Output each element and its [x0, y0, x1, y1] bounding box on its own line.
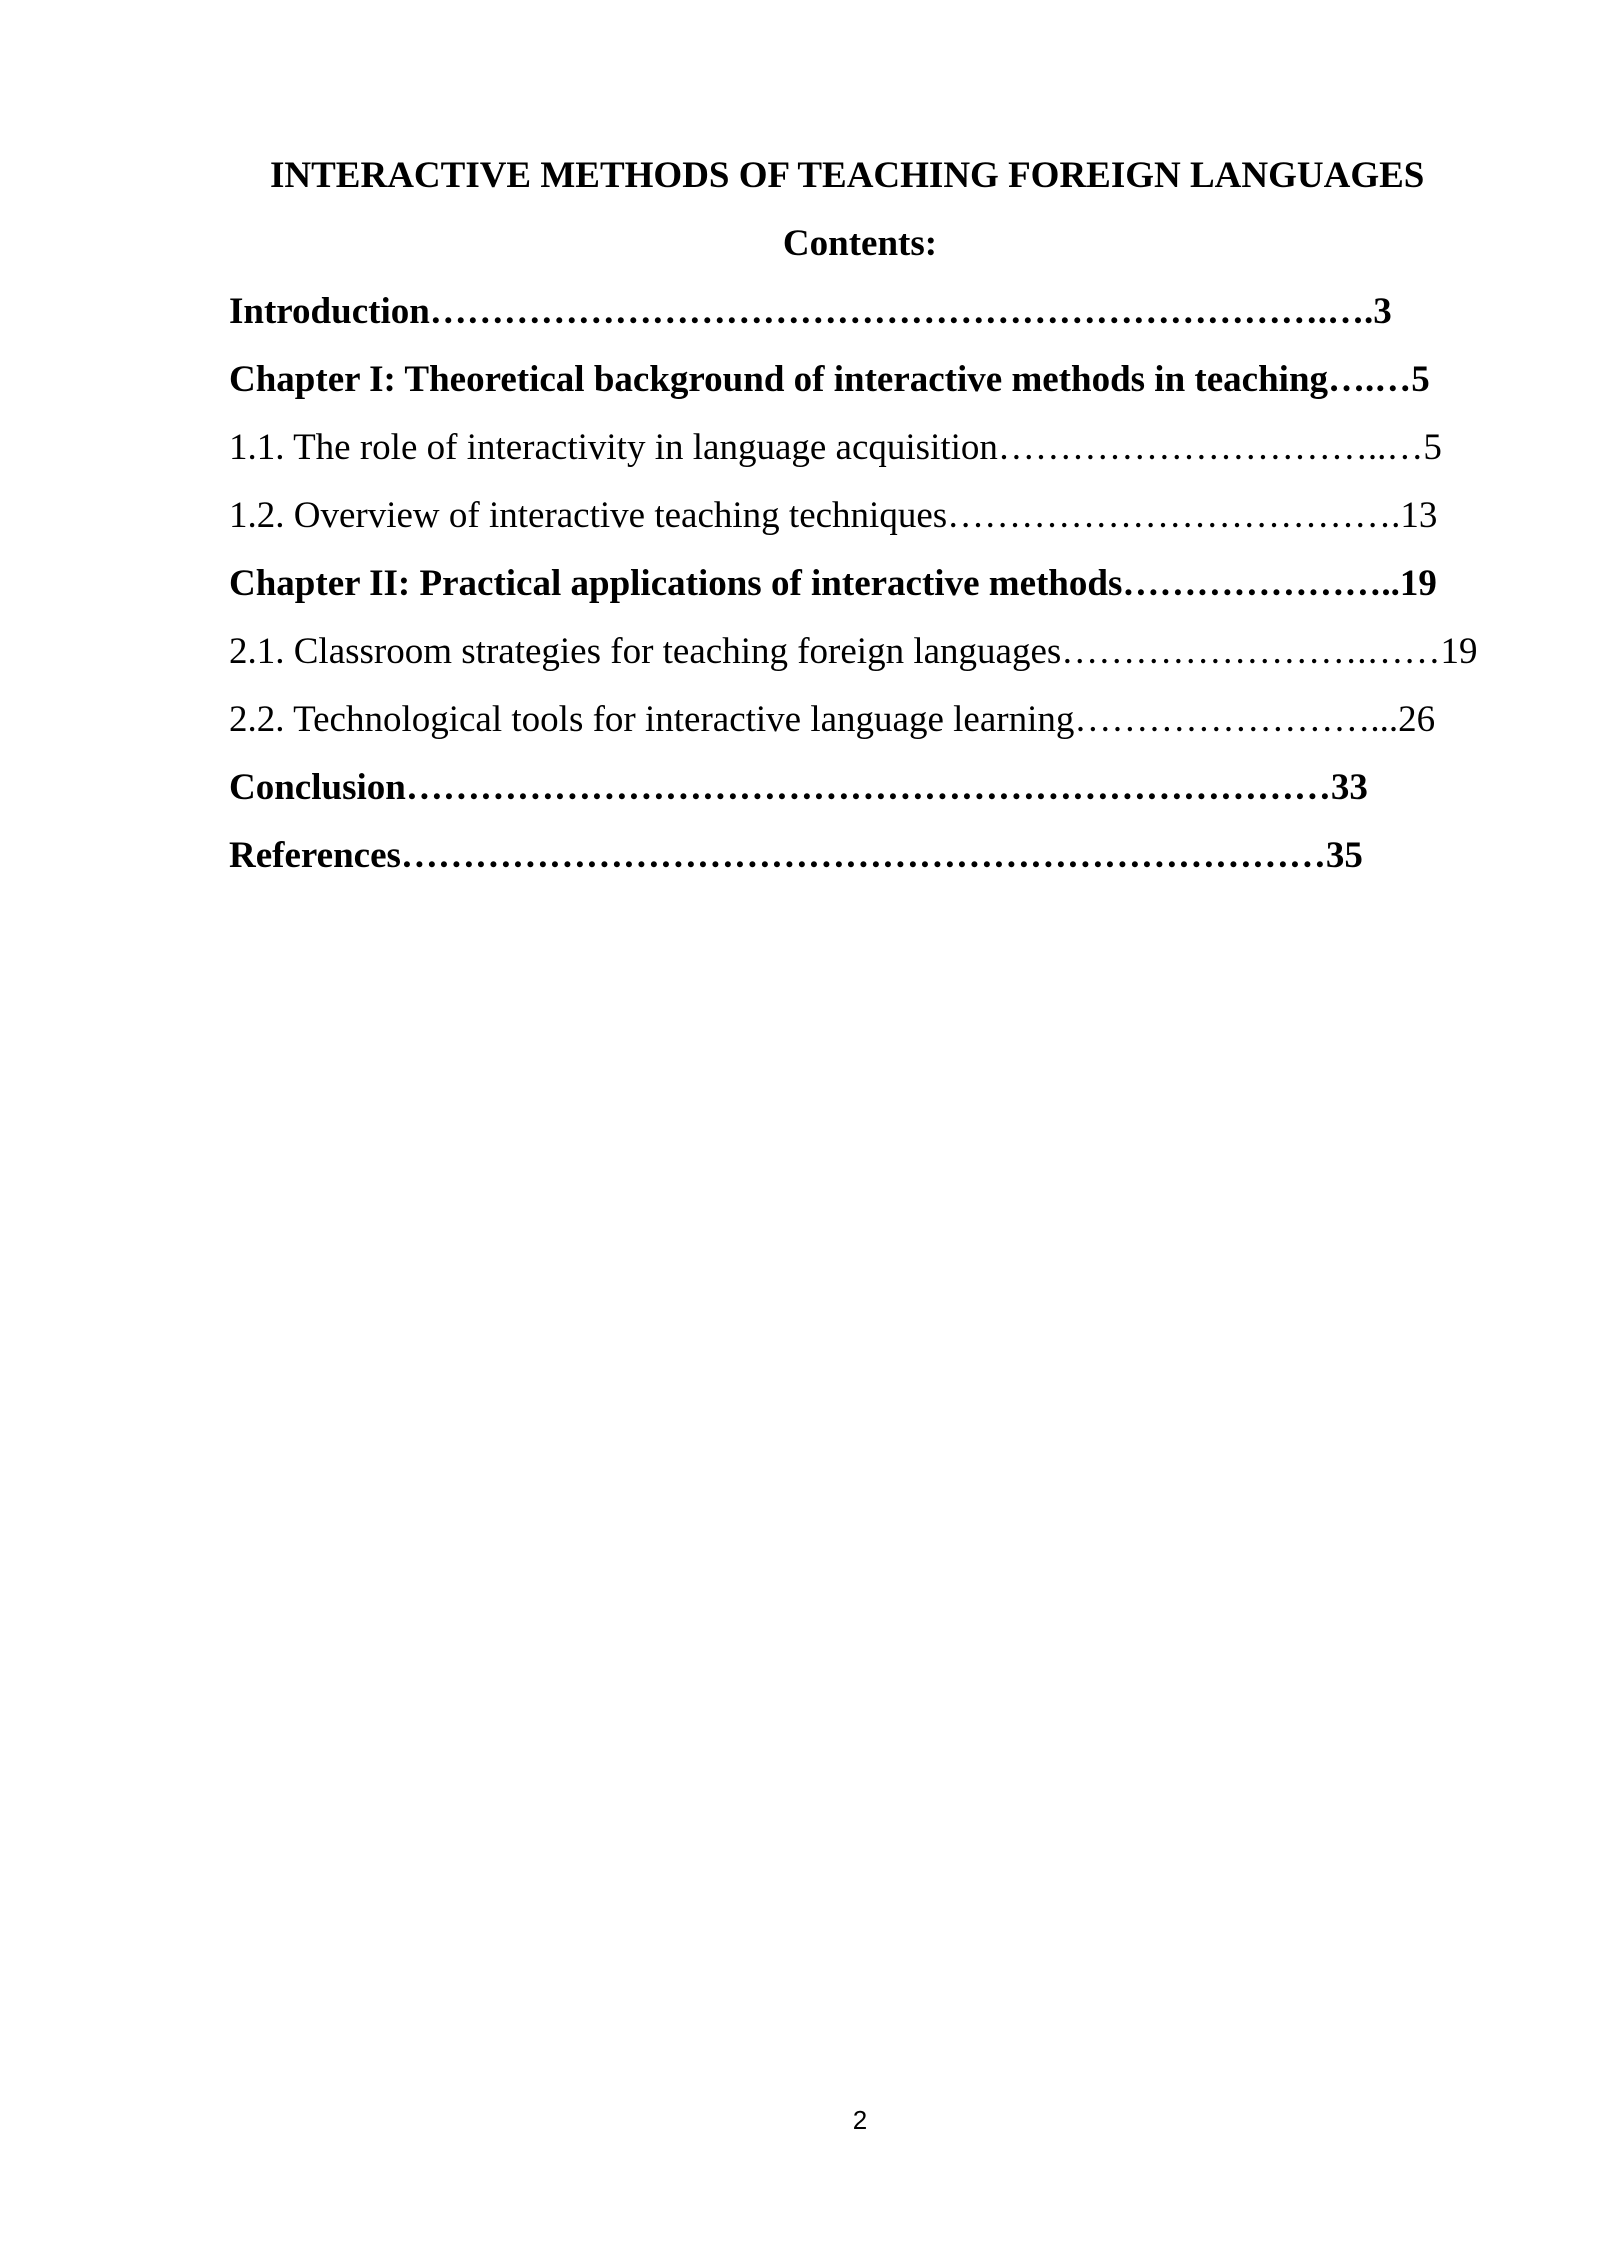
page-number: 2 [852, 2105, 868, 2135]
contents-heading: Contents: [782, 223, 938, 264]
toc-entry-section-1-2: 1.2. Overview of interactive teaching techniques……………………………….13 [229, 495, 1438, 536]
toc-entry-references: References…………………………………………………………………35 [229, 835, 1363, 876]
toc-entry-conclusion: Conclusion…………………………………………………………………33 [229, 767, 1368, 808]
toc-entry-chapter-1: Chapter I: Theoretical background of interactive methods in teaching….…5 [229, 359, 1430, 400]
document-title: INTERACTIVE METHODS OF TEACHING FOREIGN LANGUAGES [270, 155, 1425, 196]
toc-entry-section-2-1: 2.1. Classroom strategies for teaching foreign languages…………………….……19 [229, 631, 1478, 672]
toc-entry-introduction: Introduction……………………………………………………………….….3 [229, 291, 1392, 332]
toc-entry-section-1-1: 1.1. The role of interactivity in language acquisition…………………………..…5 [229, 427, 1442, 468]
toc-entry-chapter-2: Chapter II: Practical applications of interactive methods…………………..19 [229, 563, 1437, 604]
toc-entry-section-2-2: 2.2. Technological tools for interactive language learning……………………...26 [229, 699, 1436, 740]
